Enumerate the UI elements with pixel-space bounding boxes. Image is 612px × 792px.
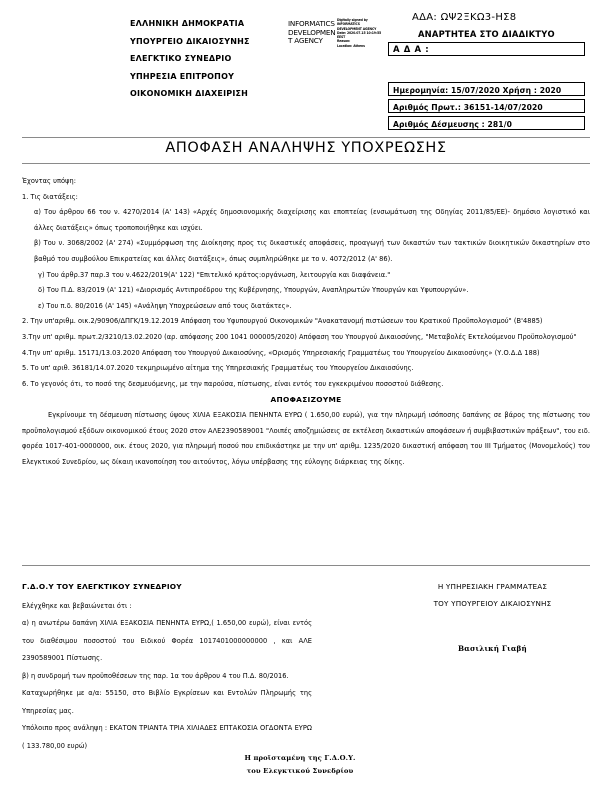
body-clause-d: δ) Του Π.Δ. 83/2019 (Α' 121) «Διορισμός Αντιπροέδρου της Κυβέρνησης, Υπουργών, Αναπληρωτών Υπουργών και Υφυπουργών». xyxy=(38,286,469,295)
commitment-number-box: Αριθμός Δέσμευσης : 281/0 xyxy=(388,116,585,130)
body-item-5: 5. Το υπ' αριθ. 36181/14.07.2020 τεκμηριωμένο αίτημα της Υπηρεσιακής Γραμματέως του Υπουργείου Δικαιοσύνης. xyxy=(22,364,414,373)
ada-code: ΑΔΑ: ΩΨ2ΞΚΩ3-ΗΣ8 xyxy=(412,12,517,23)
signature-stamp-line-7: Location: Athens xyxy=(337,43,365,48)
header-divider-top xyxy=(22,137,590,138)
digital-signature-stamp xyxy=(337,18,387,58)
gdoy-head-signature-line-1: Η προϊσταμένη της Γ.Δ.Ο.Υ. xyxy=(244,754,356,762)
gdoy-heading: Γ.Δ.Ο.Υ ΤΟΥ ΕΛΕΓΚΤΙΚΟΥ ΣΥΝΕΔΡΙΟΥ xyxy=(22,582,182,591)
body-item-1-label: 1. Τις διατάξεις: xyxy=(22,192,78,201)
gdoy-head-signature-block xyxy=(150,752,450,778)
header-divider-bottom xyxy=(22,163,590,164)
org-line-4: ΥΠΗΡΕΣΙΑ ΕΠΙΤΡΟΠΟΥ xyxy=(130,71,235,81)
body-clause-c: γ) Του άρθρ.37 παρ.3 του ν.4622/2019(Α' 122) "Επιτελικό κράτος:οργάνωση, λειτουργία και διαφάνεια." xyxy=(38,270,391,279)
gdoy-line-2: α) η ανωτέρω δαπάνη ΧΙΛΙΑ ΕΞΑΚΟΣΙΑ ΠΕΝΗΝΤΑ ΕΥΡΩ,( 1.650,00 ευρώ), είναι εντός του διαθέσιμου ποσοστού του Ειδικού Φορέα 1017401000000000 , και ΑΛΕ 2390589001 Πίστωσης. xyxy=(22,619,312,662)
ministry-secretary-block xyxy=(390,578,595,657)
document-body xyxy=(22,174,590,470)
signature-stamp-line-3: DEVELOPMENT AGENCY xyxy=(337,26,377,31)
gdoy-line-1: Ελέγχθηκε και βεβαιώνεται ότι : xyxy=(22,601,132,610)
signature-stamp-line-5: EEST xyxy=(337,35,346,40)
gdoy-verification-block xyxy=(22,578,312,755)
anartitea-label: ΑΝΑΡΤΗΤΕΑ ΣΤΟ ΔΙΑΔΙΚΤΥΟ xyxy=(418,29,555,39)
ida-logo xyxy=(288,20,334,46)
signature-stamp-line-4: Date: 2020.07.15 10:19:55 xyxy=(337,30,382,35)
body-item-3: 3.Την υπ' αριθμ. πρωτ.2/3210/13.02.2020 (αρ. απόφασης 200 1041 000005/2020) Απόφαση του Υπουργού Δικαιοσύνης, "Μεταβολές Εκτελούμενου Προϋπολογισμού" xyxy=(22,332,577,341)
org-line-3: ΕΛΕΓΚΤΙΚΟ ΣΥΝΕΔΡΙΟ xyxy=(130,54,232,63)
body-intro: Έχοντας υπόψη: xyxy=(22,177,76,185)
org-line-2: ΥΠΟΥΡΓΕΙΟ ΔΙΚΑΙΟΣΥΝΗΣ xyxy=(130,36,250,46)
secretary-signature-name: Βασιλική Γιαβή xyxy=(458,644,527,653)
protocol-number-box: Αριθμός Πρωτ.: 36151-14/07/2020 xyxy=(388,99,585,113)
ada-field-box: Α Δ Α : xyxy=(388,42,585,56)
signature-stamp-line-1: Digitally signed by xyxy=(337,18,368,22)
signature-divider xyxy=(22,565,590,566)
signature-stamp-line-6: Reason: xyxy=(337,39,351,44)
body-clause-b: β) Του ν. 3068/2002 (Α' 274) «Συμμόρφωση της Διοίκησης προς τις δικαστικές αποφάσεις, προαγωγή των δικαστών των τακτικών διοικητικών δικαστηρίων στο βαθμό του συμβούλου Επικρατείας και άλλες διατάξεις», όπως συμπληρώθηκε με το ν. 4072/2012 (Α' 86). xyxy=(34,239,590,263)
gdoy-line-4: Καταχωρήθηκε με α/α: 55150, στο Βιβλίο Εγκρίσεων και Εντολών Πληρωμής της Υπηρεσίας μας. xyxy=(22,689,312,715)
body-clause-a: α) Του άρθρου 66 του ν. 4270/2014 (Α' 143) «Αρχές δημοσιονομικής διαχείρισης και εποπτείας (ενσωμάτωση της Οδηγίας 2011/85/ΕΕ)- δημόσιο λογιστικό και άλλες διατάξεις» όπως τροποποιήθηκε και ισχύει. xyxy=(34,208,590,232)
decision-heading: ΑΠΟΦΑΣΙΖΟΥΜΕ xyxy=(270,395,342,405)
body-item-4: 4.Την υπ' αριθμ. 15171/13.03.2020 Απόφαση του Υπουργού Δικαιοσύνης, «Ορισμός Υπηρεσιακής Γραμματέως του Υπουργείου Δικαιοσύνης» (Υ.Ο.Δ.Δ 188) xyxy=(22,348,540,357)
ida-logo-line-2: DEVELOPMEN xyxy=(288,27,336,37)
issuing-organization-block xyxy=(130,20,290,108)
gdoy-line-5: Υπόλοιπο προς ανάληψη : ΕΚΑΤΟΝ ΤΡΙΑΝΤΑ ΤΡΙΑ ΧΙΛΙΑΔΕΣ ΕΠΤΑΚΟΣΙΑ ΟΓΔΟΝΤΑ ΕΥΡΩ ( 133.780,00 ευρώ) xyxy=(22,724,312,750)
body-item-2: 2. Την υπ'αριθμ. οικ.2/90906/ΔΠΓΚ/19.12.2019 Απόφαση του Υφυπουργού Οικονομικών "Ανακατανομή πιστώσεων του Κρατικού Προϋπολογισμού" (Β'4885) xyxy=(22,317,543,326)
org-line-5: ΟΙΚΟΝΟΜΙΚΗ ΔΙΑΧΕΙΡΙΣΗ xyxy=(130,89,249,98)
decision-paragraph: Εγκρίνουμε τη δέσμευση πίστωσης ύψους ΧΙΛΙΑ ΕΞΑΚΟΣΙΑ ΠΕΝΗΝΤΑ ΕΥΡΩ ( 1.650,00 ευρώ), για την πληρωμή ισόποσης δαπάνης σε βάρος της πίστωσης του προϋπολογισμού εξόδων οικονομικού έτους 2020 στον ΑΛΕ2390589001 "Λοιπές αποζημιώσεις σε εκτέλεση δικαστικών αποφάσεων ή συμβιβαστικών πράξεων", του ειδ. φορέα 1017-401-0000000, οικ. έτους 2020, για πληρωμή ποσού που επιδικάστηκε με την υπ' αριθμ. 1235/2020 δικαστική απόφαση του ΙΙΙ Τμήματος (Μονομελούς) του Ελεγκτικού Συνεδρίου, ως δίκαιη ικανοποίηση του αιτούντος, λόγω υπέρβασης της εύλογης διάρκειας της δίκης. xyxy=(22,410,590,466)
gdoy-line-3: β) η συνδρομή των προϋποθέσεων της παρ. 1α του άρθρου 4 του Π.Δ. 80/2016. xyxy=(22,671,289,680)
signature-stamp-line-2: INFORMATICS xyxy=(337,22,360,27)
date-field-box: Ημερομηνία: 15/07/2020 Χρήση : 2020 xyxy=(388,82,585,96)
body-item-6: 6. Το γεγονός ότι, το ποσό της δεσμευόμενης, με την παρούσα, πίστωσης, είναι εντός του εγκεκριμένου ποσοστού διάθεσης. xyxy=(22,379,444,388)
ida-logo-line-1: INFORMATICS xyxy=(288,19,335,28)
gdoy-head-signature-line-2: του Ελεγκτικού Συνεδρίου xyxy=(246,767,354,775)
org-line-1: ΕΛΛΗΝΙΚΗ ΔΗΜΟΚΡΑΤΙΑ xyxy=(130,19,245,28)
secretary-title-line-2: ΤΟΥ ΥΠΟΥΡΓΕΙΟΥ ΔΙΚΑΙΟΣΥΝΗΣ xyxy=(433,599,552,608)
body-clause-e: ε) Του π.δ. 80/2016 (Α' 145) «Ανάληψη Υποχρεώσεων από τους διατάκτες». xyxy=(38,301,292,310)
document-header xyxy=(0,0,612,132)
page-title: ΑΠΟΦΑΣΗ ΑΝΑΛΗΨΗΣ ΥΠΟΧΡΕΩΣΗΣ xyxy=(165,140,447,156)
ida-logo-line-3: T AGENCY xyxy=(288,36,323,46)
secretary-title-line-1: Η ΥΠΗΡΕΣΙΑΚΗ ΓΡΑΜΜΑΤΕΑΣ xyxy=(437,582,548,591)
